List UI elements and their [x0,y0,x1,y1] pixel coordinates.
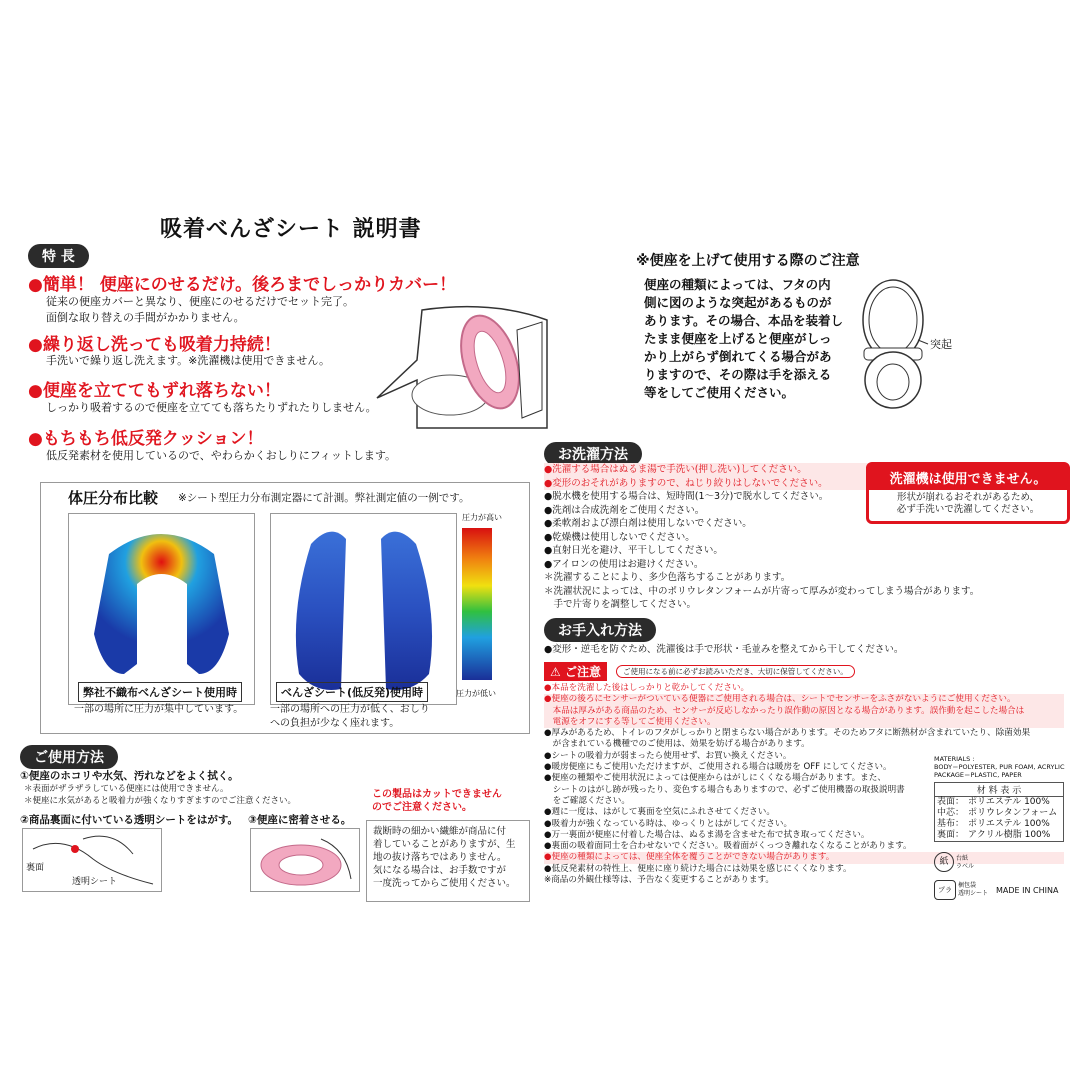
paper-mark-label: 台紙 ラベル [956,855,975,870]
care-line: ●変形・逆毛を防ぐため、洗濯後は手で形状・毛並みを整えてから干してください。 [544,644,904,655]
materials-header-1: MATERIALS : [934,755,975,763]
caution-badge: ⚠ ご注意 [544,662,607,681]
usage-sheet-label: 透明シート [72,877,118,887]
plastic-mark-label: 梱包袋 透明シート [958,882,989,897]
feature-3-body: しっかり吸着するので便座を立てても落ちたりずれたりしません。 [46,401,377,414]
pressure-note: ※シート型圧力分布測定器にて計測。弊社測定値の一例です。 [178,492,470,504]
caution-red-4: 電源をオフにする等してご使用ください。 [544,717,1064,728]
lift-body [644,276,843,402]
washing-line-8: ＊洗濯状況によっては、中のポリウレタンフォームが片寄って厚みが変わってしまう場合があります。 [544,585,980,597]
right-desc-line-1: 一部の場所への圧力が低く、おしり [270,704,430,715]
left-caption: 弊社不織布べんざシート使用時 [78,682,242,702]
usage-step3-illustration [250,828,360,892]
no-washing-machine-line-1: 形状が崩れるおそれがあるため、 [896,492,1040,503]
caution-line-13: ※商品の外観仕様等は、予告なく変更することがあります。 [544,875,774,886]
lift-line-6: りますので、その際は手を添える [644,367,832,382]
lift-protrusion-label: 突起 [930,338,952,351]
cut-detail-line-1: 裁断時の細かい繊維が商品に付 [373,826,507,837]
table-row [935,819,1059,830]
materials-header-2: BODY＝POLYESTER, PUR FOAM, ACRYLIC [934,763,1065,771]
lift-line-2: 側に図のような突起があるものが [644,295,832,310]
caution-line-4: ●暖房便座にもご使用いただけますが、ご使用される場合は暖房を OFF にしてください。 [544,762,892,773]
lid-illustration [856,272,930,412]
caution-line-9: ●吸着力が強くなっている時は、ゆっくりとはがしてください。 [544,818,793,829]
feature-1-line-2: 面倒な取り替えの手間がかかりません。 [46,311,245,324]
lift-line-1: 便座の種類によっては、フタの内 [644,277,831,292]
feature-1-title: ●簡単！ 便座にのせるだけ。後ろまでしっかりカバー！ [28,275,457,295]
left-desc: 一部の場所に圧力が集中しています。 [74,704,244,715]
caution-line-8: ●週に一度は、はがして裏面を空気にふれさせてください。 [544,807,775,818]
page-title: 吸着べんざシート 説明書 [160,217,422,242]
table-cell: ポリエステル 100% [968,797,1050,807]
caution-line-11: ●裏面の吸着面同士を合わせないでください。吸着面がくっつき離れなくなることがあります。 [544,841,912,852]
caution-red-3: 本品は厚みがある商品のため、センサーが反応しなかったり誤作動の原因となる場合があります。誤作動を起こした場合は [544,706,1064,717]
caution-red-2: ●便座の後ろにセンサーがついている便器にご使用される場合は、シートでセンサーをふさがないようにご使用ください。 [544,694,1064,705]
heatmap-right [270,513,457,705]
materials-header-3: PACKAGE＝PLASTIC, PAPER [934,771,1022,779]
caution-line-3: ●シートの吸着力が弱まったら使用せず、お買い換えください。 [544,750,792,761]
materials-header [934,755,1065,779]
no-washing-machine-badge [866,462,1070,524]
table-cell: 裏面： [937,830,965,840]
caution-red-1: ●本品を洗濯した後はしっかりと乾かしてください。 [544,683,750,693]
usage-back-label: 裏面 [26,863,45,873]
caution-badge-text: ご注意 [564,665,601,679]
washing-heading: お洗濯方法 [544,442,642,466]
paper-recycle-icon: 紙 [934,852,954,872]
lift-line-7: 等をしてご使用ください。 [644,385,795,400]
cut-detail-line-4: 気になる場合は、お手数ですが [373,865,507,876]
cut-warning [372,788,502,814]
cut-detail-box [366,820,530,902]
table-cell: ポリエステル 100% [968,819,1050,829]
heatmap-right-graphic [271,514,456,704]
lift-line-5: かり上がらず倒れてくる場合があ [644,349,832,364]
pressure-title: 体圧分布比較 [68,489,159,507]
pressure-low-label: 圧力が低い [456,689,496,698]
attach-seat-graphic [251,829,359,891]
washing-line-5: ●直射日光を避け、平干ししてください。 [544,545,723,556]
table-cell: 表面： [937,797,965,807]
right-desc-line-2: への負担が少なく座れます。 [270,717,400,729]
right-caption: べんざシート(低反発)使用時 [276,682,428,702]
caution-line-10: ●万一裏面が便座に付着した場合は、ぬるま湯を含ませた布で拭き取ってください。 [544,829,870,840]
washing-line-7: ＊洗濯することにより、多少色落ちすることがあります。 [544,572,791,583]
usage-step1-notes [24,783,296,807]
materials-table-title: 材 料 表 示 [935,783,1063,797]
washing-line-2: ●洗剤は合成洗剤をご使用ください。 [544,504,705,516]
table-cell: ポリウレタンフォーム [968,808,1058,818]
lift-line-3: あります。その場合、本品を装着し [644,313,844,328]
caution-line-6: シートのはがし跡が残ったり、変色する場合もありますので、必ずご使用機器の取扱説明書 [544,784,905,795]
no-washing-machine-title: 洗濯機は使用できません。 [869,465,1067,490]
cut-detail-line-5: 一度洗ってからご使用ください。 [373,878,516,889]
washing-line-9: 手で片寄りを調整してください。 [544,599,697,610]
table-cell: アクリル樹脂 100% [968,830,1051,840]
table-row [935,830,1059,841]
caution-line-1: ●厚みがあるため、トイレのフタがしっかりと閉まらない場合があります。そのためフタに断熱材が含まれていたり、除菌効果 [544,728,1031,739]
pressure-color-scale [462,528,492,680]
washing-red-1: ●洗濯する場合はぬるま湯で手洗い(押し洗い)してください。 [544,463,979,477]
feature-2-body: 手洗いで繰り返し洗えます。※洗濯機は使用できません。 [46,354,330,367]
cut-warning-line-2: のでご注意ください。 [372,802,472,813]
washing-line-1: ●脱水機を使用する場合は、短時間(1～3分)で脱水してください。 [544,491,829,502]
cut-detail-line-2: 着していることがありますが、生 [373,839,516,850]
table-row [935,808,1059,819]
lift-line-4: たまま便座を上げると便座がしっ [644,331,832,346]
plastic-recycle-icon: プラ [934,880,956,900]
caution-sub: ご使用になる前に必ずお読みいただき、大切に保管してください。 [616,665,855,678]
washing-line-3: ●柔軟剤および漂白剤は使用しないでください。 [544,518,752,529]
toilet-seat-illustration [372,300,550,430]
usage-step2: ②商品裏面に付いている透明シートをはがす。 [20,814,239,826]
features-heading: 特 長 [28,244,89,268]
caution-line-12: ●低反発素材の特性上、便座に座り続けた場合には効果を感じにくくなります。 [544,863,852,874]
right-desc [270,703,430,730]
washing-line-4: ●乾燥機は使用しないでください。 [544,531,695,543]
table-row [935,797,1059,808]
heatmap-left-graphic [69,514,254,704]
no-washing-machine-body [869,490,1067,516]
heatmap-left [68,513,255,705]
lift-heading: ※便座を上げて使用する際のご注意 [636,253,860,269]
usage-step1-note-1: ＊表面がザラザラしている便座には使用できません。 [24,784,229,794]
materials-rows [935,797,1059,841]
care-heading: お手入れ方法 [544,618,656,642]
usage-step3: ③便座に密着させる。 [248,814,352,826]
usage-heading: ご使用方法 [20,745,118,769]
table-cell: 中芯： [937,808,965,818]
caution-line-5: ●便座の種類やご使用状況によっては便座からはがしにくくなる場合があります。また、 [544,773,886,784]
washing-line-6: ●アイロンの使用はお避けください。 [544,558,704,570]
washing-red-2: ●変形のおそれがありますので、ねじり絞りはしないでください。 [544,477,979,491]
feature-3-title: ●便座を立ててもずれ落ちない！ [28,381,281,401]
feature-1-line-1: 従来の便座カバーと異なり、便座にのせるだけでセット完了。 [46,295,354,308]
usage-step1: ①便座のホコリや水気、汚れなどをよく拭く。 [20,770,239,782]
made-in: MADE IN CHINA [996,886,1059,895]
materials-table [934,782,1064,842]
usage-step1-note-2: ＊便座に水気があると吸着力が強くなりすぎますのでご注意ください。 [24,796,297,806]
table-cell: 基布： [937,819,965,829]
caution-red-5: ●便座の種類によっては、便座全体を覆うことができない場合があります。 [544,852,1064,863]
caution-line-7: をご確認ください。 [544,795,630,806]
feature-1-body [46,294,354,326]
caution-line-2: が含まれている機種でのご使用は、効果を妨げる場合があります。 [544,739,810,750]
no-washing-machine-line-2: 必ず手洗いで洗濯してください。 [896,504,1040,515]
pressure-high-label: 圧力が高い [462,513,502,522]
cut-detail-line-3: 地の抜け落ちではありません。 [373,852,507,863]
cut-warning-line-1: この製品はカットできません [372,789,502,800]
feature-4-title: ●もちもち低反発クッション！ [28,429,264,449]
feature-4-body: 低反発素材を使用しているので、やわらかくおしりにフィットします。 [46,449,397,462]
feature-2-title: ●繰り返し洗っても吸着力持続！ [28,335,281,355]
